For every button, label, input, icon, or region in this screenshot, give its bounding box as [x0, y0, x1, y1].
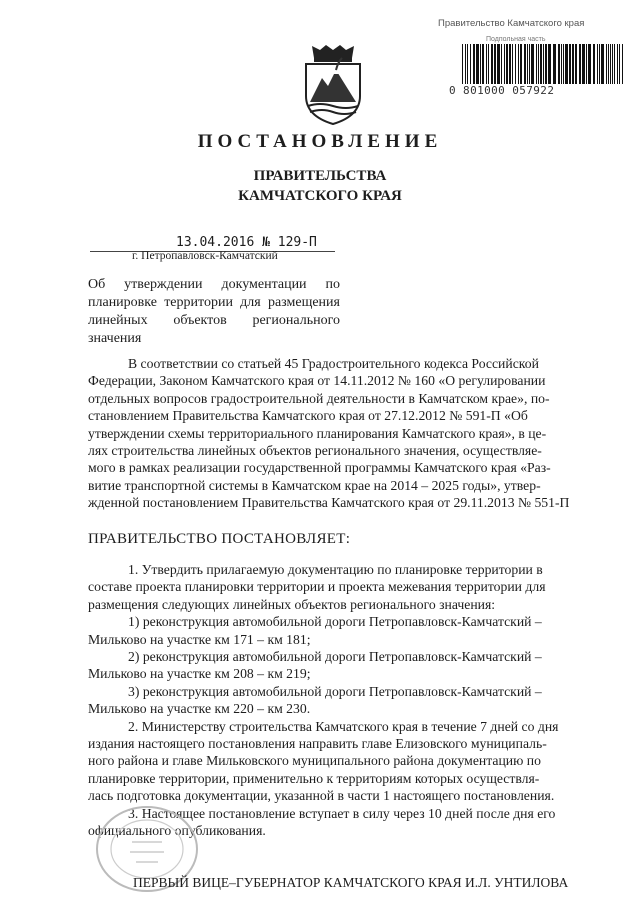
body-line: 1. Утвердить прилагаемую документацию по планировке территории в	[128, 562, 543, 577]
barcode-bar	[565, 44, 568, 84]
coat-of-arms-icon	[300, 44, 366, 126]
body-line: лась подготовка документации, указанной в части 1 настоящего постановления.	[88, 788, 555, 804]
barcode-bar	[601, 44, 604, 84]
preamble-line: Федерации, Законом Камчатского края от 14.11.2012 № 160 «О регулировании	[88, 373, 546, 389]
body-line: Мильково на участке км 171 – км 181;	[88, 631, 311, 647]
body-line: 2) реконструкция автомобильной дороги Петропавловск-Камчатский –	[128, 649, 542, 665]
body-line: официального опубликования.	[88, 823, 266, 839]
preamble-line: становлением Правительства Камчатского края от 27.12.2012 № 591-П «Об	[88, 408, 528, 424]
barcode-bar	[497, 44, 500, 84]
barcode-bar	[569, 44, 571, 84]
barcode-bar	[504, 44, 505, 84]
preamble-line: жденной постановлением Правительства Камчатского края от 29.11.2013 № 551-П	[88, 495, 570, 511]
barcode-bar	[612, 44, 613, 84]
body-line: 3. Настоящее постановление вступает в силу через 10 дней после дня его	[128, 805, 556, 821]
barcode-bar	[563, 44, 564, 84]
body-line: Мильково на участке км 208 – км 219;	[88, 666, 311, 682]
government-name-line2: КАМЧАТСКОГО КРАЯ	[238, 188, 402, 204]
preamble-line: утверждении схемы территориального планирования Камчатского края», в це-	[88, 425, 547, 441]
barcode-bar	[588, 44, 591, 84]
barcode-bar	[610, 44, 611, 84]
barcode-bar	[470, 44, 471, 84]
registration-stamp-sub: Подпольная часть	[486, 36, 546, 43]
barcode-bar	[494, 44, 496, 84]
barcode-bar	[536, 44, 537, 84]
barcode-bar	[619, 44, 620, 84]
barcode-bar	[524, 44, 526, 84]
document-subject: Об утверждении документации по планировке территории для размещения линейных объектов регионального значения	[88, 277, 340, 346]
preamble-line: витие транспортной системы в Камчатском крае на 2014 – 2025 годы», утвер-	[88, 477, 541, 493]
barcode-bar	[509, 44, 511, 84]
barcode-bar	[480, 44, 481, 84]
barcode-bar	[488, 44, 489, 84]
barcode-bar	[540, 44, 542, 84]
barcode-bar	[614, 44, 615, 84]
barcode-bar	[515, 44, 516, 84]
body-line: 1) реконструкция автомобильной дороги Петропавловск-Камчатский –	[128, 614, 542, 630]
body-line: Мильково на участке км 220 – км 230.	[88, 701, 311, 717]
barcode-number: 0 801000 057922	[449, 84, 555, 97]
barcode-bar	[520, 44, 522, 84]
barcode-bar	[575, 44, 577, 84]
barcode-bar	[486, 44, 487, 84]
government-name-line1: ПРАВИТЕЛЬСТВА	[253, 168, 387, 184]
registration-stamp-org: Правительство Камчатского края	[438, 18, 585, 29]
barcode-bar	[465, 44, 466, 84]
body-line: 3) реконструкция автомобильной дороги Петропавловск-Камчатский –	[128, 683, 542, 699]
barcode-bar	[462, 44, 463, 84]
barcode-bar	[579, 44, 581, 84]
barcode-bar	[518, 44, 519, 84]
barcode	[460, 44, 628, 84]
decree-body	[88, 561, 610, 840]
document-date-number: 13.04.2016 № 129-П	[176, 235, 317, 250]
barcode-bar	[527, 44, 528, 84]
preamble-line: лях строительства линейных объектов регионального значения, осуществляе-	[88, 443, 542, 459]
document-city: г. Петропавловск-Камчатский	[132, 250, 278, 262]
preamble	[88, 355, 610, 512]
barcode-bar	[582, 44, 585, 84]
barcode-bar	[586, 44, 587, 84]
barcode-bar	[476, 44, 479, 84]
barcode-bar	[553, 44, 556, 84]
body-line: ного района и главе Мильковского муниципального района документацию по	[88, 753, 541, 769]
barcode-bar	[473, 44, 475, 84]
signatory: ПЕРВЫЙ ВИЦЕ–ГУБЕРНАТОР КАМЧАТСКОГО КРАЯ И.Л. УНТИЛОВА	[133, 875, 569, 890]
barcode-bar	[491, 44, 493, 84]
barcode-bar	[512, 44, 513, 84]
barcode-bar	[482, 44, 484, 84]
barcode-bar	[606, 44, 607, 84]
barcode-bar	[545, 44, 547, 84]
barcode-bar	[548, 44, 551, 84]
barcode-bar	[622, 44, 623, 84]
barcode-bar	[506, 44, 508, 84]
preamble-line: В соответствии со статьей 45 Градостроительного кодекса Российской	[128, 356, 539, 371]
barcode-bar	[558, 44, 560, 84]
barcode-bar	[599, 44, 600, 84]
barcode-bar	[543, 44, 544, 84]
document-title: ПОСТАНОВЛЕНИЕ	[197, 131, 443, 152]
barcode-bar	[467, 44, 468, 84]
body-line: составе проекта планировки территории и проекта межевания территории для	[88, 579, 546, 595]
body-line: издания настоящего постановления направить главе Елизовского муниципаль-	[88, 736, 547, 752]
preamble-line: мого в рамках реализации государственной программы Камчатского края «Раз-	[88, 460, 551, 476]
decree-heading: ПРАВИТЕЛЬСТВО ПОСТАНОВЛЯЕТ:	[88, 531, 351, 547]
barcode-bar	[572, 44, 574, 84]
barcode-bar	[531, 44, 534, 84]
barcode-bar	[529, 44, 530, 84]
barcode-bar	[608, 44, 609, 84]
body-line: планировке территории, применительно к территориям которых осуществля-	[88, 770, 540, 786]
barcode-bar	[501, 44, 502, 84]
body-line: размещения следующих линейных объектов регионального значения:	[88, 596, 496, 612]
barcode-bar	[538, 44, 539, 84]
barcode-bar	[561, 44, 562, 84]
barcode-bar	[617, 44, 618, 84]
body-line: 2. Министерству строительства Камчатского края в течение 7 дней со дня	[128, 718, 559, 734]
barcode-bar	[593, 44, 595, 84]
barcode-bar	[597, 44, 598, 84]
preamble-line: отдельных вопросов градостроительной деятельности в Камчатском крае», по-	[88, 390, 550, 406]
